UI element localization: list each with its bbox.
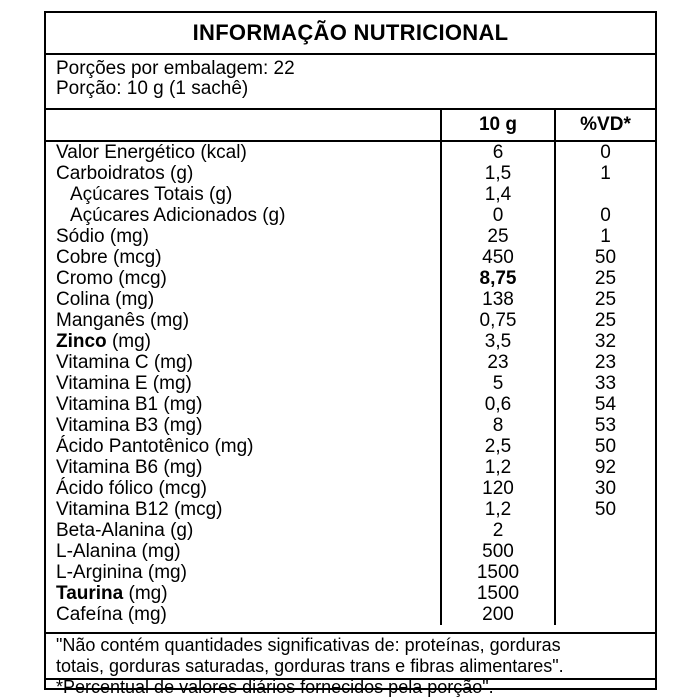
nutrient-dv: 1: [555, 163, 655, 184]
header-name: [46, 110, 441, 141]
header-amount: 10 g: [441, 110, 555, 141]
nutrient-amount: 200: [441, 604, 555, 625]
nutrient-amount: 8: [441, 415, 555, 436]
nutrient-amount: 1,4: [441, 184, 555, 205]
nutrient-dv: 1: [555, 226, 655, 247]
table-row: [46, 141, 655, 163]
table-row: [46, 520, 655, 541]
nutrient-name: Beta-Alanina (g): [56, 519, 194, 541]
nutrient-dv: 23: [555, 352, 655, 373]
table-row: [46, 163, 655, 184]
nutrient-amount: 500: [441, 541, 555, 562]
nutrient-amount: 138: [441, 289, 555, 310]
nutrient-name: Cromo (mcg): [56, 267, 167, 289]
nutrient-dv: 53: [555, 415, 655, 436]
table-row: [46, 499, 655, 520]
table-row: [46, 205, 655, 226]
serving-size: Porção: 10 g (1 sachê): [56, 78, 249, 99]
nutrient-amount: 3,5: [441, 331, 555, 352]
nutrient-name: Vitamina B6 (mg): [56, 456, 203, 478]
nutrient-dv: 50: [555, 247, 655, 268]
nutrient-dv: 50: [555, 499, 655, 520]
table-row: [46, 541, 655, 562]
nutrient-dv: 30: [555, 478, 655, 499]
nutrient-dv: 25: [555, 310, 655, 331]
nutrient-amount: 2: [441, 520, 555, 541]
nutrient-dv: 0: [555, 141, 655, 163]
table-row: [46, 436, 655, 457]
nutrient-amount: 1,2: [441, 499, 555, 520]
footnote-divider: [46, 632, 655, 634]
table-row: [46, 457, 655, 478]
nutrient-dv: [555, 541, 655, 562]
nutrient-dv: [555, 184, 655, 205]
nutrient-amount: 0: [441, 205, 555, 226]
nutrient-name: [46, 331, 441, 352]
nutrient-name: Açúcares Adicionados (g): [70, 204, 286, 226]
nutrition-facts-panel: [44, 11, 657, 697]
nutrient-name-unit: (mg): [106, 330, 151, 352]
nutrient-name: [46, 583, 441, 604]
nutrient-name: Vitamina E (mg): [56, 372, 192, 394]
nutrient-amount: 8,75: [441, 268, 555, 289]
table-row: [46, 352, 655, 373]
nutrient-name-bold: Zinco: [56, 330, 107, 352]
nutrient-name: Vitamina B1 (mg): [56, 393, 203, 415]
nutrient-name: Vitamina C (mg): [56, 351, 193, 373]
nutrient-name: Açúcares Totais (g): [70, 183, 233, 205]
nutrient-dv: 33: [555, 373, 655, 394]
nutrient-amount: 1,2: [441, 457, 555, 478]
nutrient-dv: 0: [555, 205, 655, 226]
nutrient-name: Vitamina B12 (mcg): [56, 498, 223, 520]
title-divider: [46, 53, 655, 55]
table-row: [46, 583, 655, 604]
nutrient-amount: 2,5: [441, 436, 555, 457]
nutrient-dv: 92: [555, 457, 655, 478]
nutrient-dv: 25: [555, 268, 655, 289]
nutrient-dv: [555, 583, 655, 604]
nutrient-name: Cafeína (mg): [56, 603, 167, 625]
table-row: [46, 415, 655, 436]
nutrient-amount: 23: [441, 352, 555, 373]
nutrient-name-bold: Taurina: [56, 582, 124, 604]
table-row: [46, 289, 655, 310]
footnote-line-1: "Não contém quantidades significativas de: proteínas, gorduras: [56, 635, 561, 655]
nutrient-amount: 1,5: [441, 163, 555, 184]
nutrient-dv: [555, 520, 655, 541]
table-row: [46, 478, 655, 499]
panel-title: INFORMAÇÃO NUTRICIONAL: [192, 20, 509, 45]
nutrient-name: Ácido fólico (mcg): [56, 477, 207, 499]
table-row: [46, 247, 655, 268]
nutrient-amount: 120: [441, 478, 555, 499]
nutrient-amount: 1500: [441, 562, 555, 583]
nutrient-amount: 5: [441, 373, 555, 394]
header-dv: %VD*: [555, 110, 655, 141]
nutrient-name: Colina (mg): [56, 288, 155, 310]
nutrient-name-unit: (mg): [123, 582, 168, 604]
nutrient-name: Vitamina B3 (mg): [56, 414, 203, 436]
nutrient-name: Carboidratos (g): [56, 162, 194, 184]
nutrient-amount: 0,6: [441, 394, 555, 415]
nutrient-dv: [555, 562, 655, 583]
nutrient-name: Manganês (mg): [56, 309, 190, 331]
table-body: [46, 141, 655, 625]
nutrient-amount: 450: [441, 247, 555, 268]
nutrient-name: Ácido Pantotênico (mg): [56, 435, 254, 457]
table-row: [46, 562, 655, 583]
nutrient-dv: 25: [555, 289, 655, 310]
footnote-line-2: totais, gorduras saturadas, gorduras trans e fibras alimentares".: [56, 656, 564, 676]
nutrient-dv: 54: [555, 394, 655, 415]
table-row: [46, 226, 655, 247]
nutrient-name: Valor Energético (kcal): [56, 141, 247, 163]
table-row: [46, 331, 655, 352]
nutrient-name: Cobre (mcg): [56, 246, 162, 268]
table-row: [46, 310, 655, 331]
table-header-row: [46, 110, 655, 141]
nutrient-dv: 50: [555, 436, 655, 457]
nutrition-table: [46, 110, 655, 625]
table-row: [46, 394, 655, 415]
table-row: [46, 184, 655, 205]
nutrient-amount: 0,75: [441, 310, 555, 331]
nutrient-dv: 32: [555, 331, 655, 352]
nutrient-amount: 6: [441, 141, 555, 163]
nutrient-dv: [555, 604, 655, 625]
table-row: [46, 373, 655, 394]
nutrient-amount: 1500: [441, 583, 555, 604]
table-row: [46, 268, 655, 289]
table-row: [46, 604, 655, 625]
nutrient-name: L-Arginina (mg): [56, 561, 187, 583]
footnote-dv: *Percentual de valores diários fornecidos pela porção".: [56, 677, 494, 697]
nutrient-amount: 25: [441, 226, 555, 247]
nutrient-name: L-Alanina (mg): [56, 540, 181, 562]
nutrient-name: Sódio (mg): [56, 225, 149, 247]
servings-per-package: Porções por embalagem: 22: [56, 58, 295, 79]
